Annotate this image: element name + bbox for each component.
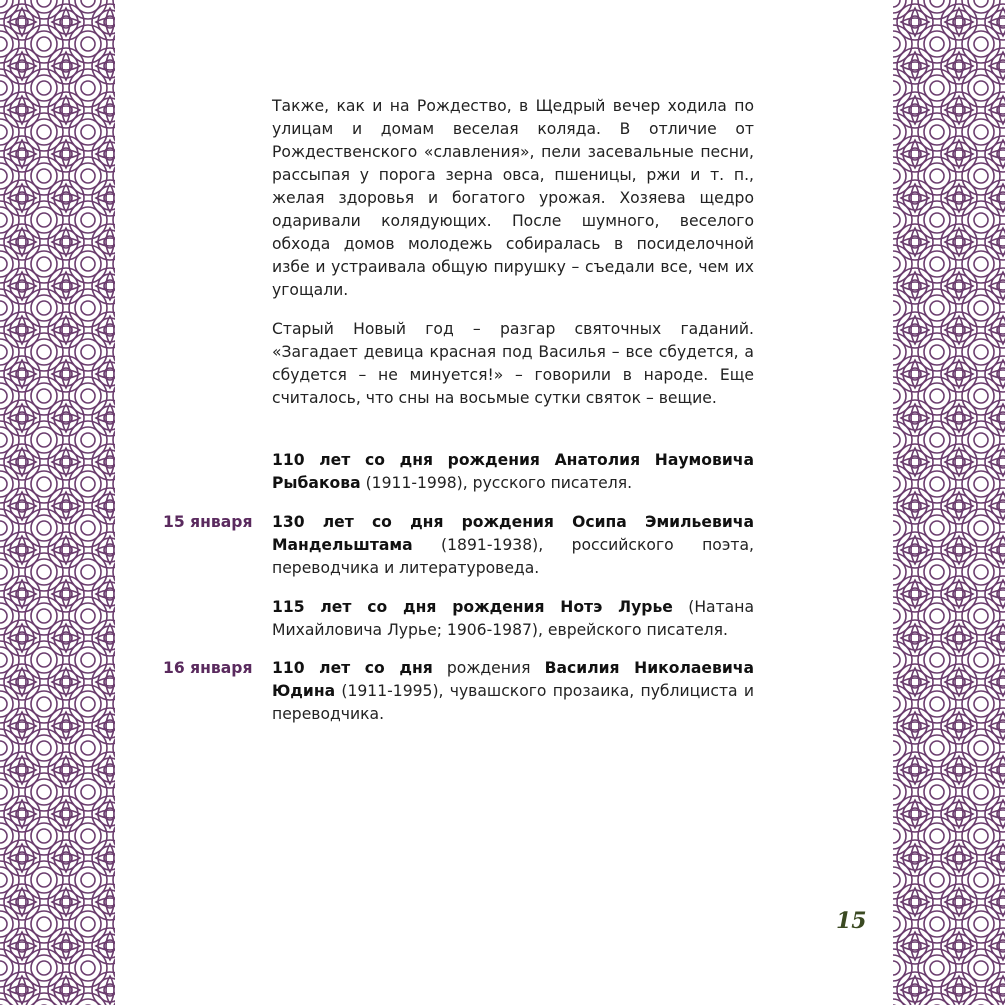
- paragraph-shchedry-vecher: [272, 95, 754, 302]
- entry-lurie: [272, 596, 754, 642]
- page-number: 15: [836, 908, 867, 934]
- entry-title: 115 лет со дня рождения Нотэ Лурье: [272, 598, 673, 616]
- ornamental-border-left: [0, 0, 115, 1005]
- entry-details: (1911-1995), чувашского прозаика, публициста и переводчика.: [272, 682, 754, 723]
- date-label-15-jan: 15 января: [163, 513, 253, 531]
- entry-details: (1911-1998), русского писателя.: [360, 474, 633, 492]
- ornamental-border-right: [893, 0, 1005, 1005]
- entry-rybakov: [272, 449, 754, 495]
- entry-title: 130 лет со дня рождения Осипа Эмильевича Мандельштама: [272, 513, 754, 554]
- entry-yudin: [272, 657, 754, 726]
- entry-details: (1891-1938), российского поэта, переводчика и литературоведа.: [272, 536, 754, 577]
- entry-title: 110 лет со дня: [272, 659, 433, 677]
- entry-details: (Натана Михайловича Лурье; 1906-1987), еврейского писателя.: [272, 598, 754, 639]
- paragraph-text: Старый Новый год – разгар святочных гаданий. «Загадает девица красная под Василья – все сбудется, а сбудется – не минуется!» – говорили в народе. Еще считалось, что сны на восьмые сутки святок – вещие.: [272, 320, 754, 407]
- paragraph-text: Также, как и на Рождество, в Щедрый вечер ходила по улицам и домам веселая коляда. В отличие от Рождественского «славления», пели засевальные песни, рассыпая у порога зерна овса, пшеницы, ржи и т. п., желая здоровья и богатого урожая. Хозяева щедро одаривали колядующих. После шумного, веселого обхода домов молодежь собиралась в посиделочной избе и устраивала общую пирушку – съедали все, чем их угощали.: [272, 97, 754, 299]
- entry-title: 110 лет со дня рождения Анатолия Наумовича Рыбакова: [272, 451, 754, 492]
- entry-mandelshtam: [272, 511, 754, 580]
- entry-name: Василия Николаевича Юдина: [272, 659, 754, 700]
- entry-title-plain: рождения: [432, 659, 545, 677]
- date-label-16-jan: 16 января: [163, 659, 253, 677]
- ornament-pattern-left: [0, 0, 115, 1005]
- paragraph-stary-novy-god: [272, 318, 754, 410]
- ornament-pattern-right: [893, 0, 1005, 1005]
